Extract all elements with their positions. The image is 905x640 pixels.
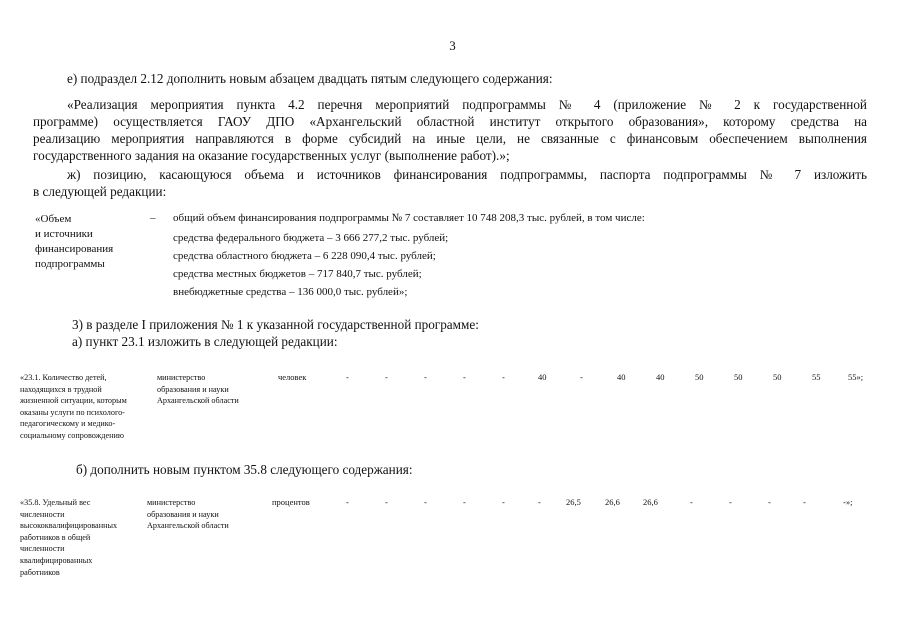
row-358-value-4: -: [463, 497, 466, 507]
quote-line-4: государственного задания на оказание государственных услуг (выполнение работ).»;: [33, 148, 510, 163]
row-231-executor: министерство образования и науки Архангельской области: [157, 373, 239, 406]
row-231-value-6: 40: [538, 372, 547, 382]
row-231-value-5: -: [502, 372, 505, 382]
row-231-value-13: 55: [812, 372, 821, 382]
passport-line-1: общий объем финансирования подпрограммы № 7 составляет 10 748 208,3 тыс. рублей, в том числе:: [173, 212, 645, 224]
row-231-value-2: -: [385, 372, 388, 382]
row-231-value-1: -: [346, 372, 349, 382]
page-number: 3: [449, 38, 456, 53]
row-231-value-8: 40: [617, 372, 626, 382]
row-358-value-9: 26,6: [643, 497, 658, 507]
passport-line-2: средства федерального бюджета – 3 666 277,2 тыс. рублей;: [173, 232, 449, 244]
quote-line-2: программе) осуществляется ГАОУ ДПО «Архангельский областной институт открытого образования», которому средства на: [33, 114, 867, 129]
quote-line-3: реализацию мероприятия направляются в форме субсидий на иные цели, не связанные с финансовым обеспечением выполнения: [33, 131, 867, 146]
row-358-value-8: 26,6: [605, 497, 620, 507]
item-3a: а) пункт 23.1 изложить в следующей редакции:: [72, 334, 338, 349]
quote-line-1: «Реализация мероприятия пункта 4.2 перечня мероприятий подпрограммы № 4 (приложение № 2 к государственной: [67, 97, 867, 112]
row-358-value-2: -: [385, 497, 388, 507]
row-231-value-3: -: [424, 372, 427, 382]
row-358-value-5: -: [502, 497, 505, 507]
item-3b: б) дополнить новым пунктом 35.8 следующего содержания:: [76, 462, 413, 477]
row-231-value-14: 55»;: [848, 372, 864, 382]
passport-line-5: внебюджетные средства – 136 000,0 тыс. рублей»;: [173, 286, 408, 298]
paragraph-zh-line-2: в следующей редакции:: [33, 184, 167, 199]
row-358-name: «35.8. Удельный вес численности высококвалифицированных работников в общей численности квалифицированных работников: [20, 498, 118, 577]
passport-dash: –: [150, 212, 156, 224]
paragraph-e: е) подраздел 2.12 дополнить новым абзацем двадцать пятым следующего содержания:: [67, 71, 553, 86]
paragraph-zh-line-1: ж) позицию, касающуюся объема и источников финансирования подпрограммы, паспорта подпрограммы № 7 изложить: [67, 167, 867, 182]
row-231-value-11: 50: [734, 372, 743, 382]
row-231-unit: человек: [278, 372, 307, 382]
row-231-name: «23.1. Количество детей, находящихся в трудной жизненной ситуации, которым оказаны услуги по психолого- педагогическому и медико- социальному сопровождению: [20, 373, 127, 440]
row-231-value-12: 50: [773, 372, 782, 382]
row-358-value-14: -»;: [843, 497, 853, 507]
row-358-value-7: 26,5: [566, 497, 581, 507]
passport-label: «Объем и источники финансирования подпрограммы: [35, 213, 114, 270]
row-358-value-6: -: [538, 497, 541, 507]
row-358-value-12: -: [768, 497, 771, 507]
row-231-value-7: -: [580, 372, 583, 382]
passport-line-3: средства областного бюджета – 6 228 090,4 тыс. рублей;: [173, 250, 436, 262]
row-358-value-3: -: [424, 497, 427, 507]
row-231-value-4: -: [463, 372, 466, 382]
row-231-value-10: 50: [695, 372, 704, 382]
row-358-value-10: -: [690, 497, 693, 507]
row-358-executor: министерство образования и науки Архангельской области: [147, 498, 229, 531]
row-231-value-9: 40: [656, 372, 665, 382]
row-358-value-13: -: [803, 497, 806, 507]
row-358-value-1: -: [346, 497, 349, 507]
item-3: 3) в разделе I приложения № 1 к указанной государственной программе:: [72, 317, 479, 332]
row-358-value-11: -: [729, 497, 732, 507]
row-358-unit: процентов: [272, 497, 310, 507]
passport-line-4: средства местных бюджетов – 717 840,7 тыс. рублей;: [173, 268, 422, 280]
